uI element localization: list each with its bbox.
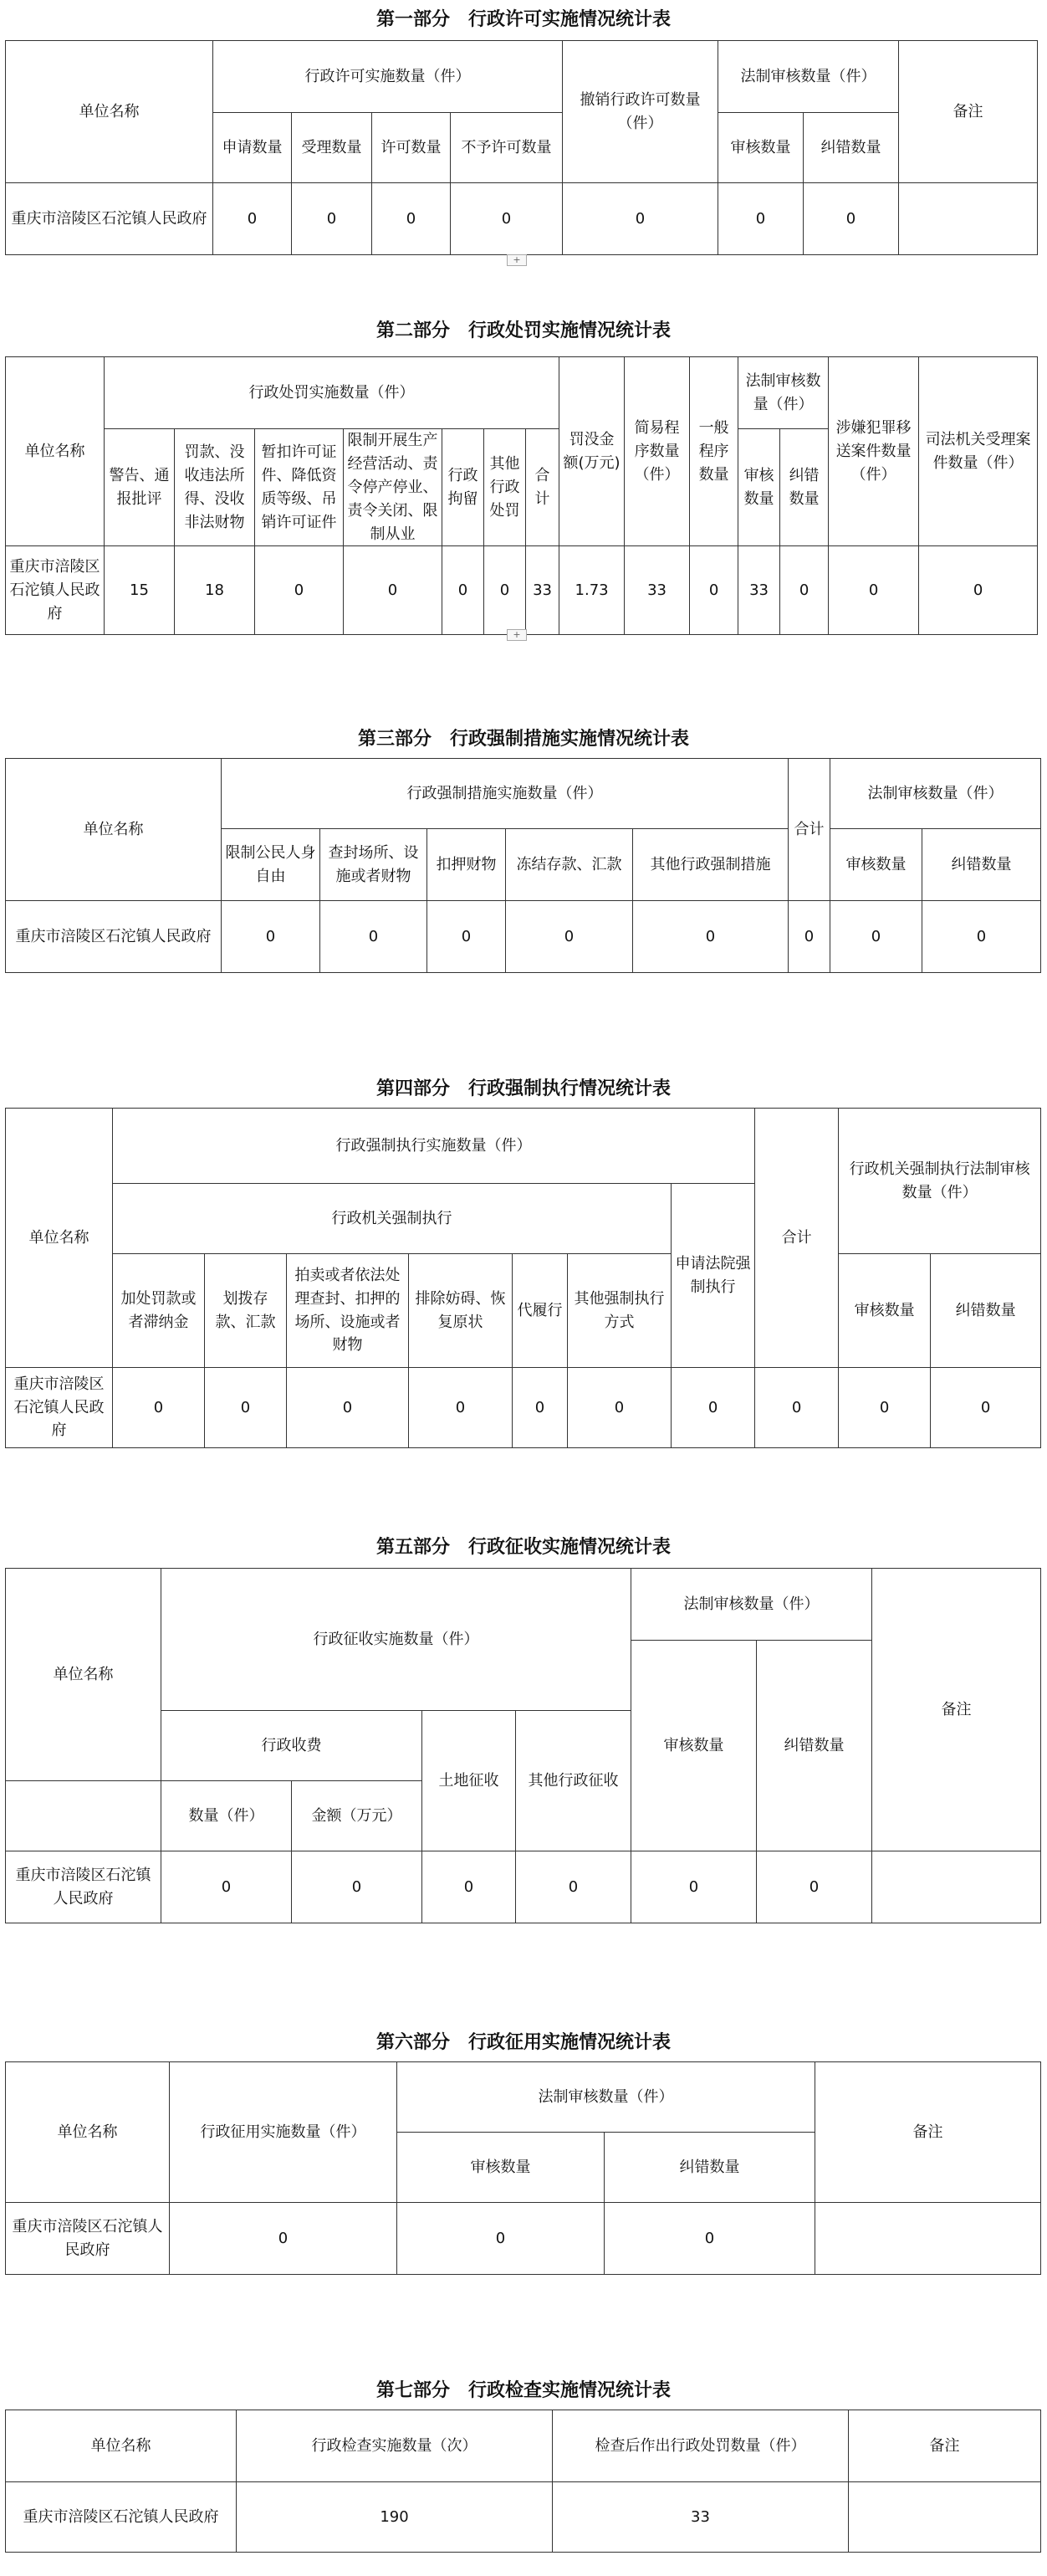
cell-value: 0 [372, 183, 451, 255]
header-review: 审核数量 [839, 1254, 931, 1368]
header-suspend-license: 暂扣许可证件、降低资质等级、吊销许可证件 [255, 429, 344, 546]
header-unit-name: 单位名称 [6, 357, 105, 546]
part4-title: 第四部分 行政强制执行情况统计表 [375, 1078, 671, 1099]
cell-value: 0 [255, 546, 344, 635]
cell-unit: 重庆市涪陵区石沱镇人民政府 [6, 2203, 170, 2275]
cell-value: 0 [631, 1851, 757, 1923]
header-remove-obstruction: 排除妨碍、恢复原状 [409, 1254, 513, 1368]
header-legal-review: 法制审核数量（件） [738, 357, 829, 429]
header-total: 合计 [789, 759, 830, 901]
header-total: 合计 [526, 429, 559, 546]
cell-value: 0 [292, 183, 372, 255]
part4-table [5, 1108, 1041, 1448]
cell-value: 0 [830, 901, 922, 973]
table-add-row-icon[interactable]: + [507, 629, 527, 641]
table-row [6, 901, 1041, 973]
header-transfer-deposit: 划拨存款、汇款 [205, 1254, 287, 1368]
cell-value: 0 [829, 546, 919, 635]
header-revoke: 撤销行政许可数量（件） [563, 41, 718, 183]
header-fine: 罚款、没收违法所得、没收非法财物 [175, 429, 255, 546]
header-other-enforce: 其他强制执行方式 [568, 1254, 672, 1368]
cell-value: 0 [222, 901, 320, 973]
cell-value: 0 [506, 901, 633, 973]
table-row [6, 1851, 1041, 1923]
header-review: 审核数量 [830, 829, 922, 901]
cell-note [872, 1851, 1041, 1923]
header-review: 审核数量 [718, 113, 804, 183]
part6-table [5, 2061, 1041, 2275]
cell-value: 0 [205, 1368, 287, 1448]
header-correct: 纠错数量 [922, 829, 1041, 901]
cell-value: 33 [625, 546, 690, 635]
cell-value: 0 [170, 2203, 397, 2275]
header-review: 审核数量 [631, 1641, 757, 1851]
header-late-fee: 加处罚款或者滞纳金 [113, 1254, 205, 1368]
part6-title: 第六部分 行政征用实施情况统计表 [375, 2032, 671, 2053]
cell-value: 1.73 [559, 546, 625, 635]
header-unit-name: 单位名称 [6, 1109, 113, 1368]
table-row [6, 2203, 1041, 2275]
header-detention: 行政拘留 [442, 429, 484, 546]
cell-value: 33 [553, 2482, 849, 2553]
part7-title: 第七部分 行政检查实施情况统计表 [375, 2380, 671, 2401]
cell-value: 33 [526, 546, 559, 635]
cell-value: 0 [672, 1368, 755, 1448]
header-unit-name-spacer [6, 1781, 161, 1851]
cell-value: 0 [422, 1851, 516, 1923]
header-total: 合计 [755, 1109, 839, 1368]
header-review: 审核数量 [397, 2133, 605, 2203]
header-correct: 纠错数量 [780, 429, 829, 546]
cell-value: 0 [568, 1368, 672, 1448]
header-legal-review: 行政机关强制执行法制审核数量（件） [839, 1109, 1041, 1254]
cell-note [849, 2482, 1041, 2553]
header-levy-impl: 行政征收实施数量（件） [161, 1569, 631, 1711]
header-general-procedure: 一般程序数量 [690, 357, 738, 546]
cell-value: 0 [839, 1368, 931, 1448]
cell-value: 0 [780, 546, 829, 635]
header-crime-transfer: 涉嫌犯罪移送案件数量（件） [829, 357, 919, 546]
header-accept: 受理数量 [292, 113, 372, 183]
header-deny: 不予许可数量 [451, 113, 563, 183]
cell-value: 0 [292, 1851, 422, 1923]
header-fee-amount: 金额（万元） [292, 1781, 422, 1851]
header-note: 备注 [815, 2062, 1041, 2203]
header-judicial-accept: 司法机关受理案件数量（件） [919, 357, 1038, 546]
header-legal-review: 法制审核数量（件） [830, 759, 1041, 829]
header-note: 备注 [872, 1569, 1041, 1851]
header-court-enforce: 申请法院强制执行 [672, 1184, 755, 1368]
cell-value: 33 [738, 546, 780, 635]
header-fine-amount: 罚没金额(万元) [559, 357, 625, 546]
part3-table [5, 758, 1041, 973]
header-correct: 纠错数量 [804, 113, 899, 183]
header-unit-name: 单位名称 [6, 2062, 170, 2203]
header-restrict-business: 限制开展生产经营活动、责令停产停业、责令关闭、限制从业 [344, 429, 442, 546]
part2-title: 第二部分 行政处罚实施情况统计表 [375, 320, 671, 341]
header-penalty-after-inspection: 检查后作出行政处罚数量（件） [553, 2410, 849, 2482]
cell-value: 0 [919, 546, 1038, 635]
header-other-penalty: 其他行政处罚 [484, 429, 526, 546]
header-restrict-freedom: 限制公民人身自由 [222, 829, 320, 901]
cell-note [899, 183, 1038, 255]
header-admin-fee: 行政收费 [161, 1711, 422, 1781]
cell-value: 0 [757, 1851, 872, 1923]
header-legal-review: 法制审核数量（件） [718, 41, 899, 113]
part7-table [5, 2410, 1041, 2553]
cell-value: 0 [320, 901, 427, 973]
cell-value: 0 [344, 546, 442, 635]
header-penalty-impl: 行政处罚实施数量（件） [105, 357, 559, 429]
header-freeze-deposit: 冻结存款、汇款 [506, 829, 633, 901]
cell-value: 0 [427, 901, 506, 973]
header-seal-premises: 查封场所、设施或者财物 [320, 829, 427, 901]
table-row [6, 1368, 1041, 1448]
cell-unit: 重庆市涪陵区石沱镇人民政府 [6, 901, 222, 973]
header-review: 审核数量 [738, 429, 780, 546]
cell-unit: 重庆市涪陵区石沱镇人民政府 [6, 546, 105, 635]
header-fee-quantity: 数量（件） [161, 1781, 292, 1851]
cell-value: 0 [287, 1368, 409, 1448]
cell-unit: 重庆市涪陵区石沱镇人民政府 [6, 1368, 113, 1448]
cell-value: 0 [113, 1368, 205, 1448]
cell-value: 0 [931, 1368, 1041, 1448]
cell-value: 0 [789, 901, 830, 973]
part1-table [5, 40, 1038, 255]
cell-value: 0 [484, 546, 526, 635]
table-add-row-icon[interactable]: + [507, 254, 527, 266]
cell-value: 0 [516, 1851, 631, 1923]
header-land-levy: 土地征收 [422, 1711, 516, 1851]
header-measure-impl: 行政强制措施实施数量（件） [222, 759, 789, 829]
part3-title: 第三部分 行政强制措施实施情况统计表 [357, 729, 689, 750]
cell-value: 0 [513, 1368, 568, 1448]
header-inspection-impl: 行政检查实施数量（次） [237, 2410, 553, 2482]
cell-value: 0 [451, 183, 563, 255]
cell-unit: 重庆市涪陵区石沱镇人民政府 [6, 2482, 237, 2553]
header-unit-name: 单位名称 [6, 41, 213, 183]
header-permit-impl: 行政许可实施数量（件） [213, 41, 563, 113]
header-correct: 纠错数量 [931, 1254, 1041, 1368]
part5-title: 第五部分 行政征收实施情况统计表 [375, 1537, 671, 1558]
cell-value: 0 [804, 183, 899, 255]
cell-value: 0 [755, 1368, 839, 1448]
header-warning: 警告、通报批评 [105, 429, 175, 546]
cell-value: 0 [922, 901, 1041, 973]
header-correct: 纠错数量 [605, 2133, 815, 2203]
header-correct: 纠错数量 [757, 1641, 872, 1851]
part1-title: 第一部分 行政许可实施情况统计表 [375, 9, 671, 30]
header-organ-enforce: 行政机关强制执行 [113, 1184, 672, 1254]
header-other-levy: 其他行政征收 [516, 1711, 631, 1851]
part2-table [5, 356, 1038, 635]
cell-value: 0 [161, 1851, 292, 1923]
header-legal-review: 法制审核数量（件） [397, 2062, 815, 2133]
header-unit-name: 单位名称 [6, 759, 222, 901]
header-enforce-impl: 行政强制执行实施数量（件） [113, 1109, 755, 1184]
header-other-measure: 其他行政强制措施 [633, 829, 789, 901]
header-legal-review: 法制审核数量（件） [631, 1569, 872, 1641]
header-substitute-performance: 代履行 [513, 1254, 568, 1368]
header-apply: 申请数量 [213, 113, 292, 183]
header-permit: 许可数量 [372, 113, 451, 183]
cell-value: 0 [633, 901, 789, 973]
header-requisition-impl: 行政征用实施数量（件） [170, 2062, 397, 2203]
part5-table [5, 1568, 1041, 1923]
cell-value: 0 [409, 1368, 513, 1448]
cell-unit: 重庆市涪陵区石沱镇人民政府 [6, 183, 213, 255]
cell-value: 190 [237, 2482, 553, 2553]
header-note: 备注 [899, 41, 1038, 183]
cell-unit: 重庆市涪陵区石沱镇人民政府 [6, 1851, 161, 1923]
cell-value: 0 [718, 183, 804, 255]
cell-value: 0 [605, 2203, 815, 2275]
cell-value: 18 [175, 546, 255, 635]
cell-value: 0 [563, 183, 718, 255]
header-simple-procedure: 简易程序数量（件） [625, 357, 690, 546]
header-seize-property: 扣押财物 [427, 829, 506, 901]
header-unit-name: 单位名称 [6, 2410, 237, 2482]
cell-value: 0 [213, 183, 292, 255]
table-row [6, 2482, 1041, 2553]
table-row [6, 183, 1038, 255]
cell-note [815, 2203, 1041, 2275]
cell-value: 0 [690, 546, 738, 635]
table-row [6, 546, 1038, 635]
header-note: 备注 [849, 2410, 1041, 2482]
cell-value: 0 [397, 2203, 605, 2275]
header-unit-name: 单位名称 [6, 1569, 161, 1781]
cell-value: 15 [105, 546, 175, 635]
cell-value: 0 [442, 546, 484, 635]
header-auction: 拍卖或者依法处理查封、扣押的场所、设施或者财物 [287, 1254, 409, 1368]
